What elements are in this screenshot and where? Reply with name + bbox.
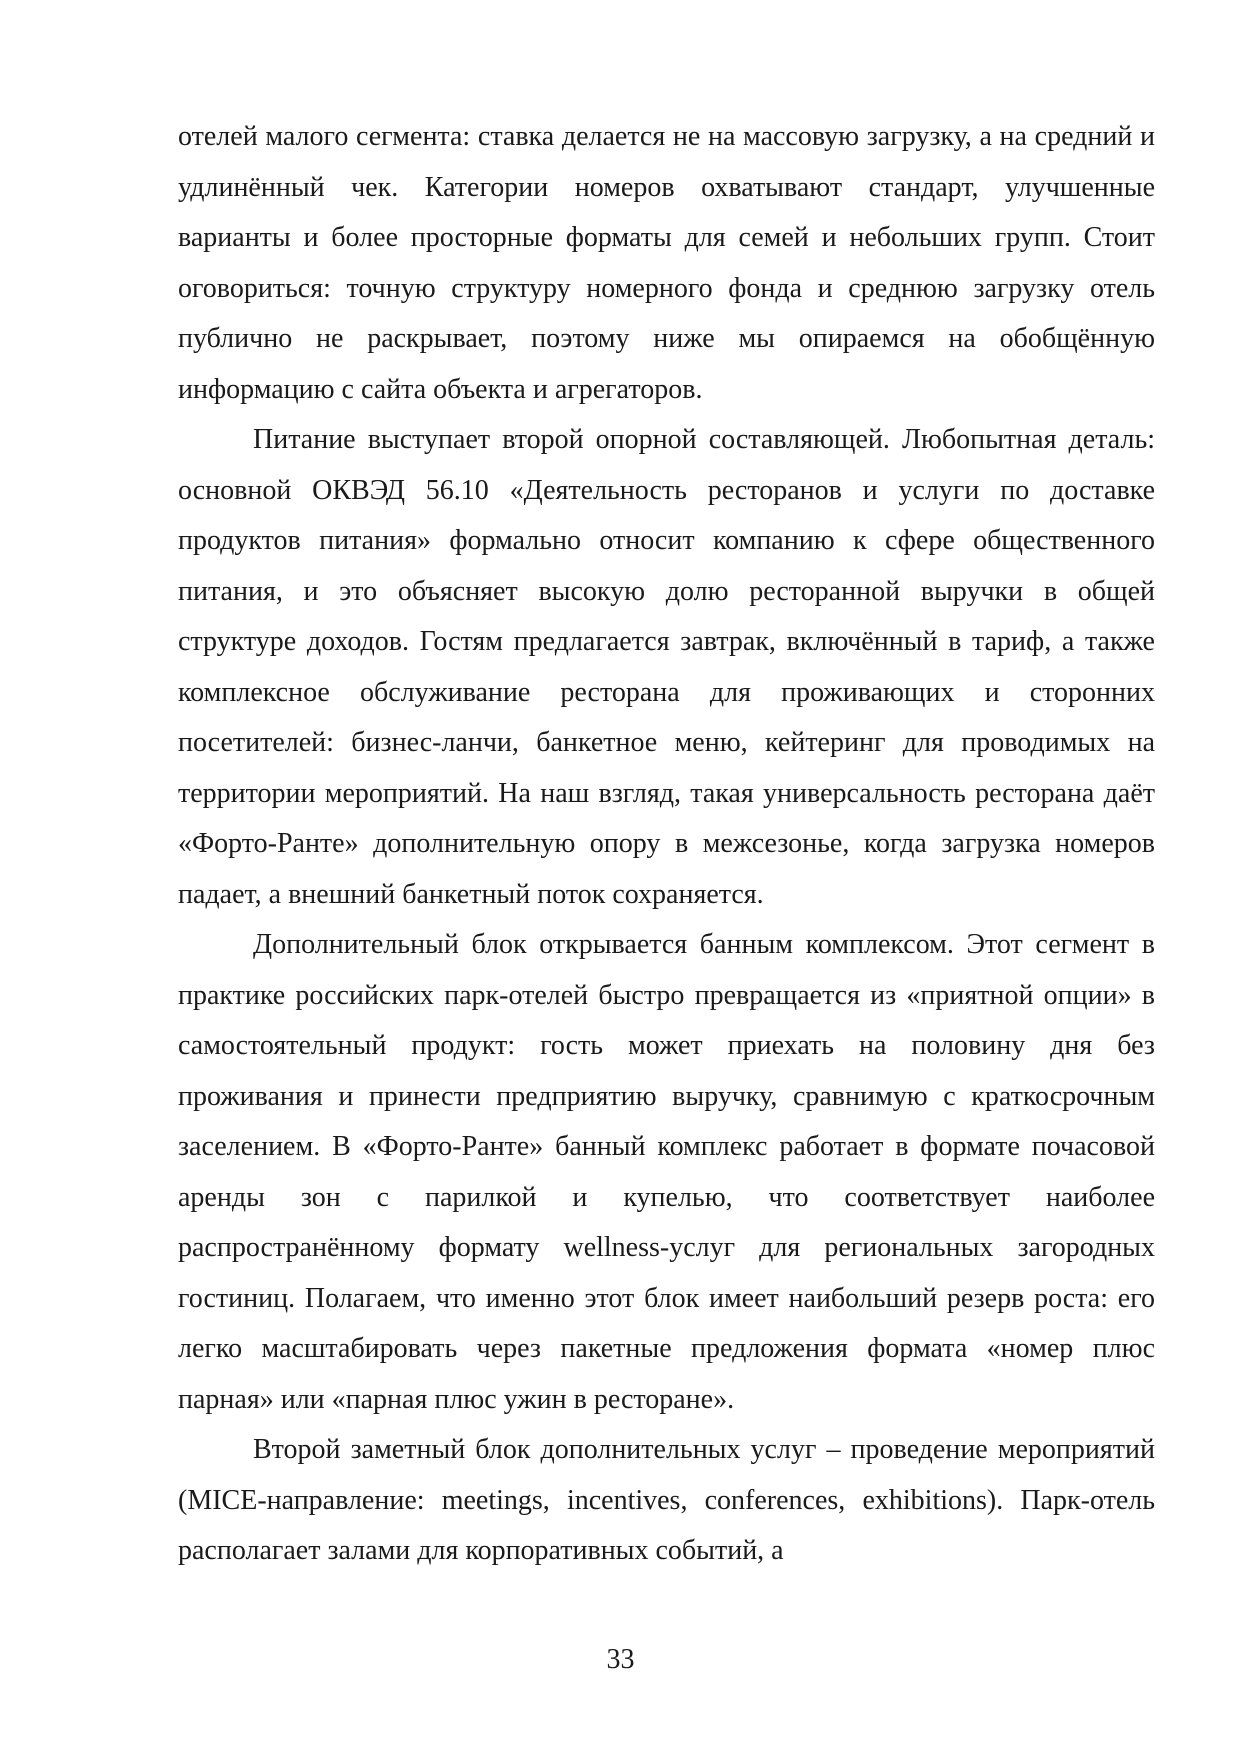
paragraph-bath-complex: Дополнительный блок открывается банным комплексом. Этот сегмент в практике российских парк-отелей быстро превращается из «приятной опции» в самостоятельный продукт: гость может приехать на половину дня без проживания и принести предприятию выручку, сравнимую с краткосрочным заселением. В «Форто-Ранте» банный комплекс работает в формате почасовой аренды зон с парилкой и купелью, что соответствует наиболее распространённому формату wellness-услуг для региональных загородных гостиниц. Полагаем, что именно этот блок имеет наибольший резерв роста: его легко масштабировать через пакетные предложения формата «номер плюс парная» или «парная плюс ужин в ресторане». (178, 929, 1155, 1415)
paragraph-catering: Питание выступает второй опорной составляющей. Любопытная деталь: основной ОКВЭД 56.10 «Деятельность ресторанов и услуги по доставке продуктов питания» формально относит компанию к сфере общественного питания, и это объясняет высокую долю ресторанной выручки в общей структуре доходов. Гостям предлагается завтрак, включённый в тариф, а также комплексное обслуживание ресторана для проживающих и сторонних посетителей: бизнес-ланчи, банкетное меню, кейтеринг для проводимых на территории мероприятий. На наш взгляд, такая универсальность ресторана даёт «Форто-Ранте» дополнительную опору в межсезонье, когда загрузка номеров падает, а внешний банкетный поток сохраняется. (178, 424, 1155, 910)
paragraph-continuation: отелей малого сегмента: ставка делается не на массовую загрузку, а на средний и удлинённый чек. Категории номеров охватывают стандарт, улучшенные варианты и более просторные форматы для семей и небольших групп. Стоит оговориться: точную структуру номерного фонда и среднюю загрузку отель публично не раскрывает, поэтому ниже мы опираемся на обобщённую информацию с сайта объекта и агрегаторов. (178, 121, 1155, 405)
body-text (178, 112, 1155, 1577)
paragraph-mice: Второй заметный блок дополнительных услуг – проведение мероприятий (MICE-направление: meetings, incentives, conferences, exhibitions). Парк-отель располагает залами для корпоративных событий, а (178, 1434, 1155, 1566)
page-number: 33 (606, 1644, 635, 1675)
